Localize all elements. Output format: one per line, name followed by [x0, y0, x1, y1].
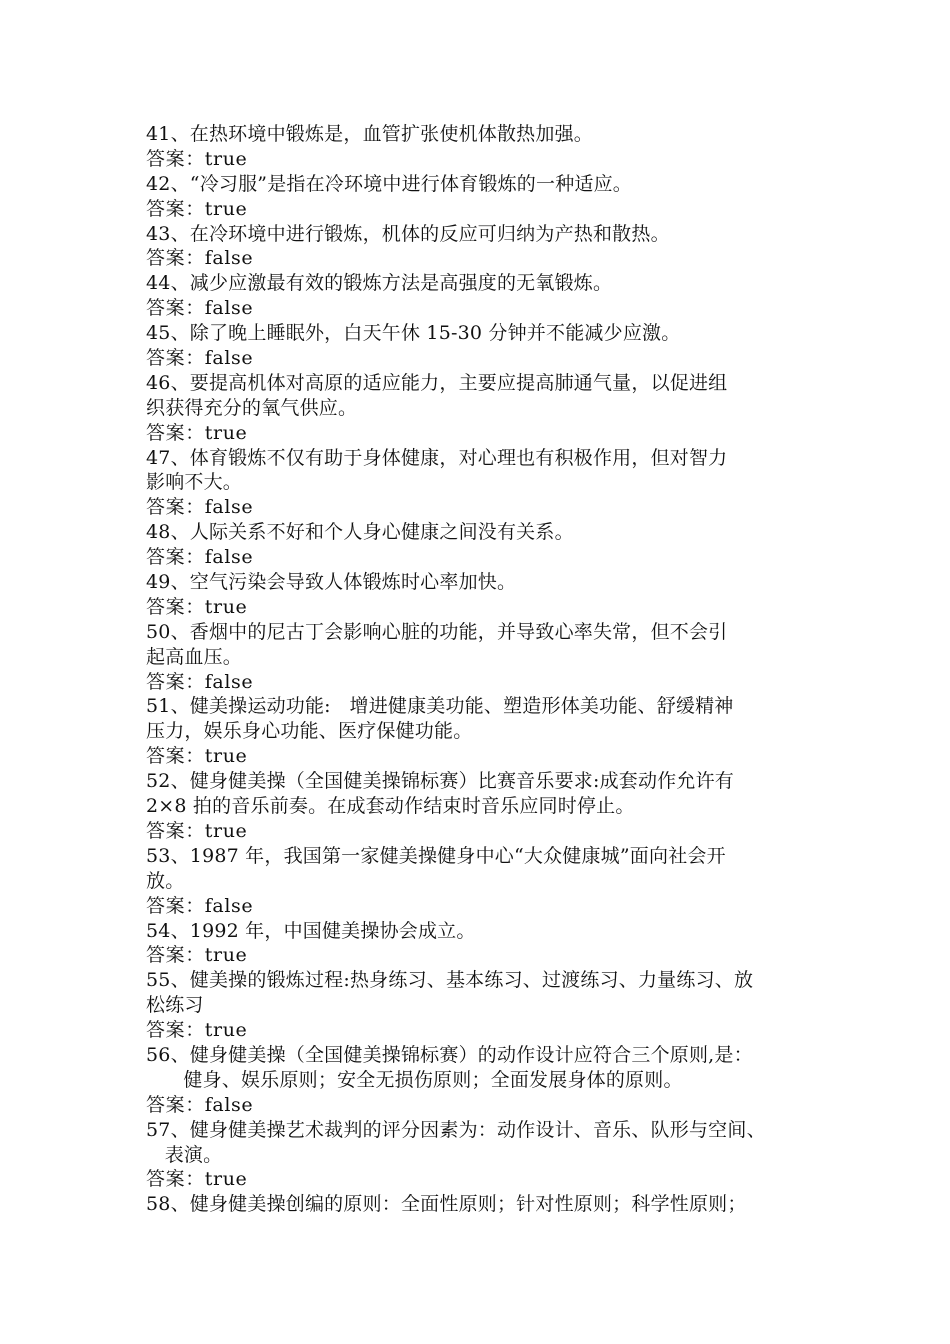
question-line: 健身、娱乐原则；安全无损伤原则；全面发展身体的原则。 — [146, 1068, 683, 1091]
question-line: 松练习 — [146, 994, 204, 1017]
question-line: 表演。 — [146, 1143, 223, 1166]
question-line: 42、“冷习服”是指在冷环境中进行体育锻炼的一种适应。 — [146, 172, 633, 195]
question-line: 放。 — [146, 869, 185, 892]
answer-line: 答案：true — [146, 1168, 248, 1191]
question-line: 52、健身健美操（全国健美操锦标赛）比赛音乐要求:成套动作允许有 — [146, 770, 734, 793]
question-line: 56、健身健美操（全国健美操锦标赛）的动作设计应符合三个原则,是： — [146, 1043, 753, 1066]
answer-line: 答案：false — [146, 894, 254, 917]
question-line: 58、健身健美操创编的原则：全面性原则；针对性原则；科学性原则； — [146, 1193, 747, 1216]
question-line: 压力，娱乐身心功能、医疗保健功能。 — [146, 720, 473, 743]
question-line: 2×8 拍的音乐前奏。在成套动作结束时音乐应同时停止。 — [146, 795, 635, 818]
answer-line: 答案：true — [146, 147, 248, 170]
question-line: 53、1987 年，我国第一家健美操健身中心“大众健康城”面向社会开 — [146, 844, 726, 867]
answer-line: 答案：true — [146, 1019, 248, 1042]
question-line: 50、香烟中的尼古丁会影响心脏的功能，并导致心率失常，但不会引 — [146, 620, 728, 643]
question-line: 51、健美操运动功能: 增进健康美功能、塑造形体美功能、舒缓精神 — [146, 695, 734, 718]
question-line: 55、健美操的锻炼过程:热身练习、基本练习、过渡练习、力量练习、放 — [146, 969, 754, 992]
question-line: 41、在热环境中锻炼是，血管扩张使机体散热加强。 — [146, 123, 593, 145]
answer-line: 答案：false — [146, 347, 254, 370]
question-line: 45、除了晚上睡眠外，白天午休 15-30 分钟并不能减少应激。 — [146, 322, 681, 345]
answer-line: 答案：false — [146, 670, 254, 693]
question-line: 织获得充分的氧气供应。 — [146, 396, 358, 419]
answer-line: 答案：false — [146, 546, 254, 569]
answer-line: 答案：false — [146, 496, 254, 519]
answer-line: 答案：true — [146, 595, 248, 618]
answer-line: 答案：true — [146, 421, 248, 444]
question-line: 影响不大。 — [146, 471, 243, 494]
answer-line: 答案：true — [146, 197, 248, 220]
question-line: 46、要提高机体对高原的适应能力，主要应提高肺通气量，以促进组 — [146, 371, 728, 394]
question-line: 43、在冷环境中进行锻炼，机体的反应可归纳为产热和散热。 — [146, 222, 670, 245]
question-line: 48、人际关系不好和个人身心健康之间没有关系。 — [146, 521, 574, 544]
question-line: 54、1992 年，中国健美操协会成立。 — [146, 919, 476, 942]
answer-line: 答案：false — [146, 297, 254, 320]
document-page — [146, 122, 816, 1217]
answer-line: 答案：true — [146, 745, 248, 768]
answer-line: 答案：false — [146, 1093, 254, 1116]
question-line: 起高血压。 — [146, 645, 243, 668]
question-line: 44、减少应激最有效的锻炼方法是高强度的无氧锻炼。 — [146, 272, 613, 295]
answer-line: 答案：true — [146, 819, 248, 842]
answer-line: 答案：false — [146, 247, 254, 270]
question-line: 47、体育锻炼不仅有助于身体健康，对心理也有积极作用，但对智力 — [146, 446, 728, 469]
question-line: 57、健身健美操艺术裁判的评分因素为：动作设计、音乐、队形与空间、 — [146, 1118, 766, 1141]
answer-line: 答案：true — [146, 944, 248, 967]
question-line: 49、空气污染会导致人体锻炼时心率加快。 — [146, 571, 517, 594]
